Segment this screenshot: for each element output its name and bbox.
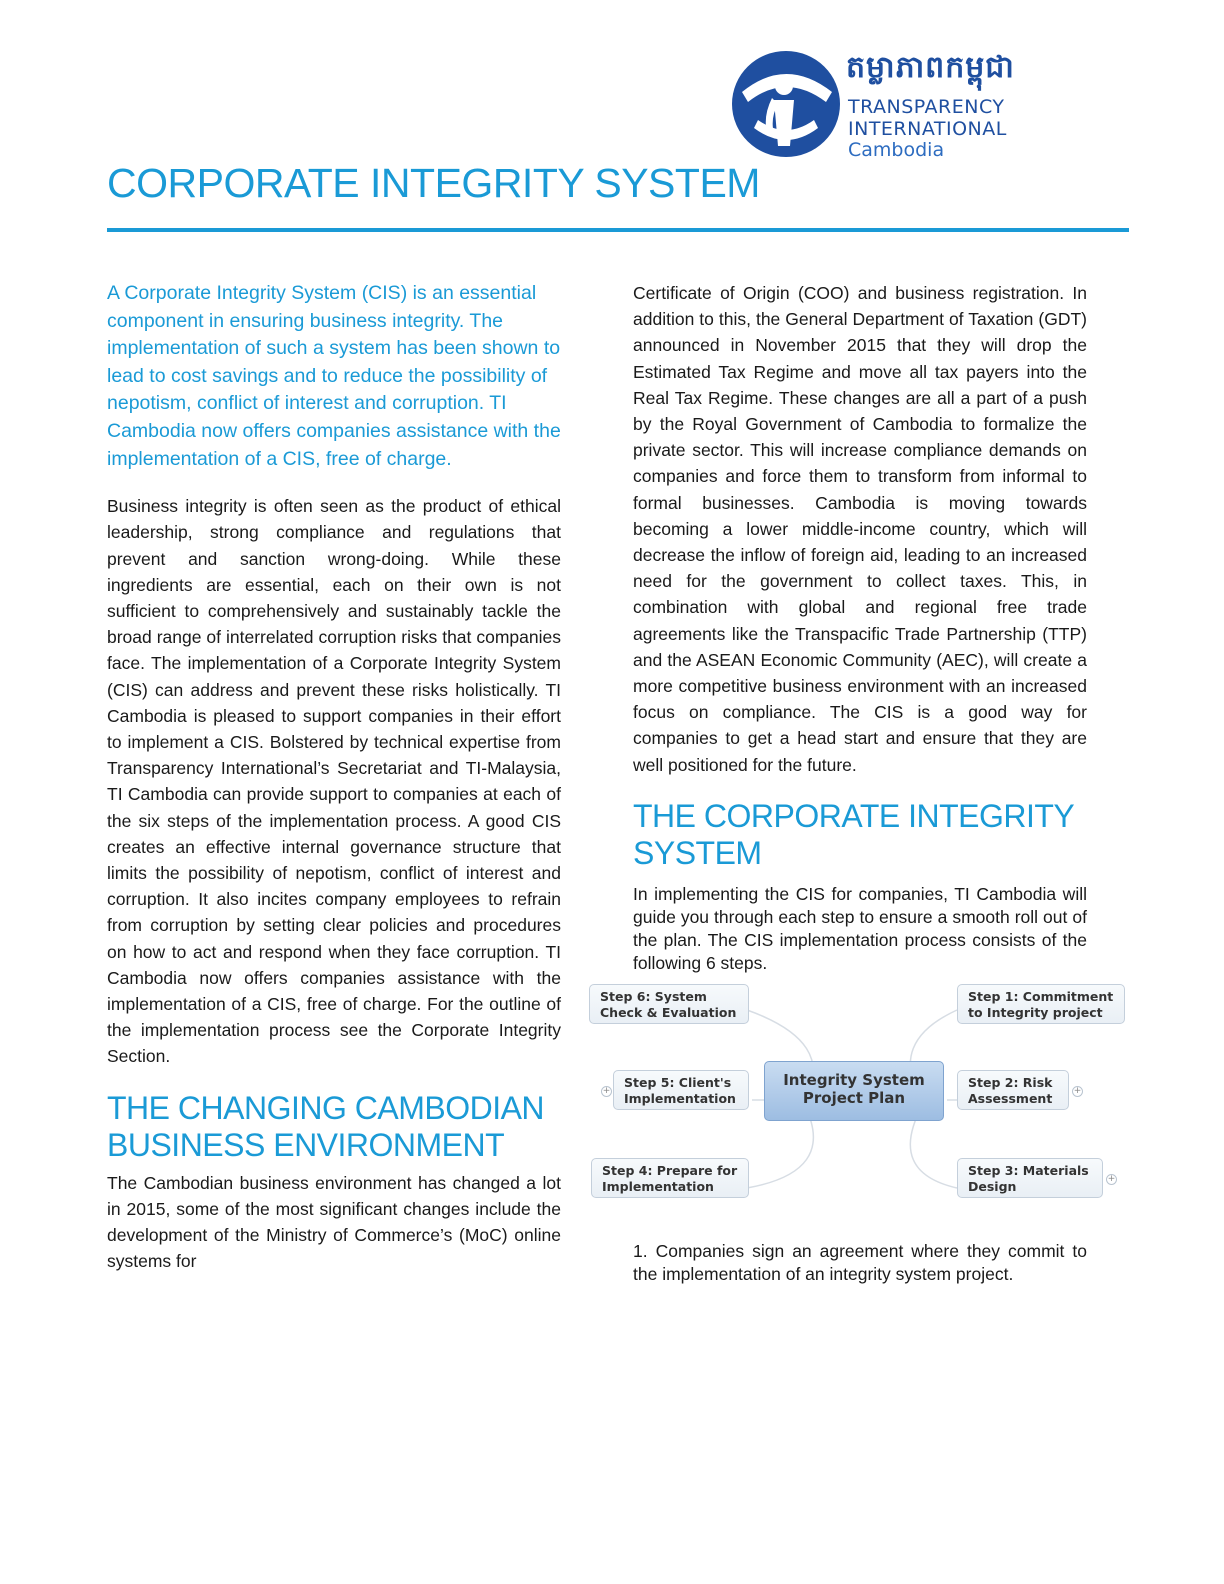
cis-intro-paragraph: In implementing the CIS for companies, TI Cambodia will guide you through each step to ensure a smooth roll out of the plan. The CIS implementation process consists of the following 6 steps. — [633, 883, 1087, 974]
business-integrity-paragraph: Business integrity is often seen as the product of ethical leadership, strong compliance and regulations that prevent and sanction wrong-doing. While these ingredients are essential, each on their own is not sufficient to comprehensively and sustainably tackle the broad range of interrelated corruption risks that companies face. The implementation of a Corporate Integrity System (CIS) can address and prevent these risks holistically. TI Cambodia is pleased to support companies in their effort to implement a CIS. Bolstered by technical expertise from Transparency International’s Secretariat and TI-Malaysia, TI Cambodia can provide support to companies at each of the six steps of the implementation process. A good CIS creates an effective internal governance structure that limits the possibility of nepotism, conflict of interest and corruption. It also incites company employees to refrain from corruption by setting clear policies and procedures on how to act and respond when they face corruption. TI Cambodia now offers companies assistance with the implementation of a CIS, free of charge. For the outline of the implementation process see the Corporate Integrity Section. — [107, 496, 561, 1067]
mindmap-step5-node: Step 5: Client's Implementation — [613, 1070, 749, 1110]
left-column — [107, 280, 561, 1274]
page-title: CORPORATE INTEGRITY SYSTEM — [107, 160, 760, 206]
mindmap-step1-node: Step 1: Commitment to Integrity project — [957, 984, 1125, 1024]
transparency-globe-icon — [728, 48, 846, 160]
cis-heading: THE CORPORATE INTEGRITY SYSTEM — [633, 797, 1074, 871]
logo-international-text: INTERNATIONAL — [848, 118, 1007, 140]
coo-paragraph: Certificate of Origin (COO) and business registration. In addition to this, the General Department of Taxation (GDT) announced in November 2015 that they will drop the Estimated Tax Regime and move all tax payers into the Real Tax Regime. These changes are all a part of a push by the Royal Government of Cambodia to formalize the private sector. This will increase compliance demands on companies and force them to transform from informal to formal businesses. Cambodia is moving towards becoming a lower middle-income country, which will decrease the inflow of foreign aid, leading to an increased need for the government to collect taxes. This, in combination with global and regional free trade agreements like the Transpacific Trade Partnership (TTP) and the ASEAN Economic Community (AEC), will create a more competitive business environment with an increased focus on compliance. The CIS is a good way for companies to get a head start and ensure that they are well positioned for the future. — [633, 283, 1087, 775]
changing-environment-heading: THE CHANGING CAMBODIAN BUSINESS ENVIRONMENT — [107, 1089, 545, 1163]
mindmap-step6-node: Step 6: System Check & Evaluation — [589, 984, 749, 1024]
mindmap-step2-node: Step 2: Risk Assessment — [957, 1070, 1069, 1110]
step1-description: 1. Companies sign an agreement where they commit to the implementation of an integrity system project. — [633, 1240, 1087, 1284]
mindmap-step2-expand-icon: + — [1073, 1085, 1082, 1096]
intro-paragraph: A Corporate Integrity System (CIS) is an essential component in ensuring business integrity. The implementation of such a system has been shown to lead to cost savings and to reduce the possibility of nepotism, conflict of interest and corruption. TI Cambodia now offers companies assistance with the implementation of a CIS, free of charge. — [107, 282, 561, 470]
mindmap-step4-node: Step 4: Prepare for Implementation — [591, 1158, 749, 1198]
mindmap-step3-expand-icon: + — [1107, 1173, 1116, 1184]
logo-cambodia-text: Cambodia — [848, 139, 945, 161]
logo-khmer-text: តម្លាភាពកម្ពុជា — [846, 50, 1015, 85]
mindmap-step5-expand-icon: + — [602, 1085, 611, 1096]
logo-transparency-text: TRANSPARENCY — [848, 96, 1005, 118]
right-column — [600, 280, 1116, 1286]
mindmap-center-node: Integrity System Project Plan — [764, 1061, 944, 1121]
changing-environment-paragraph: The Cambodian business environment has changed a lot in 2015, some of the most significant changes include the development of the Ministry of Commerce’s (MoC) online systems for — [107, 1172, 561, 1272]
integrity-project-mindmap — [587, 982, 1135, 1216]
title-divider — [107, 228, 1129, 232]
mindmap-step3-node: Step 3: Materials Design — [957, 1158, 1103, 1198]
ti-cambodia-logo — [728, 46, 1048, 166]
